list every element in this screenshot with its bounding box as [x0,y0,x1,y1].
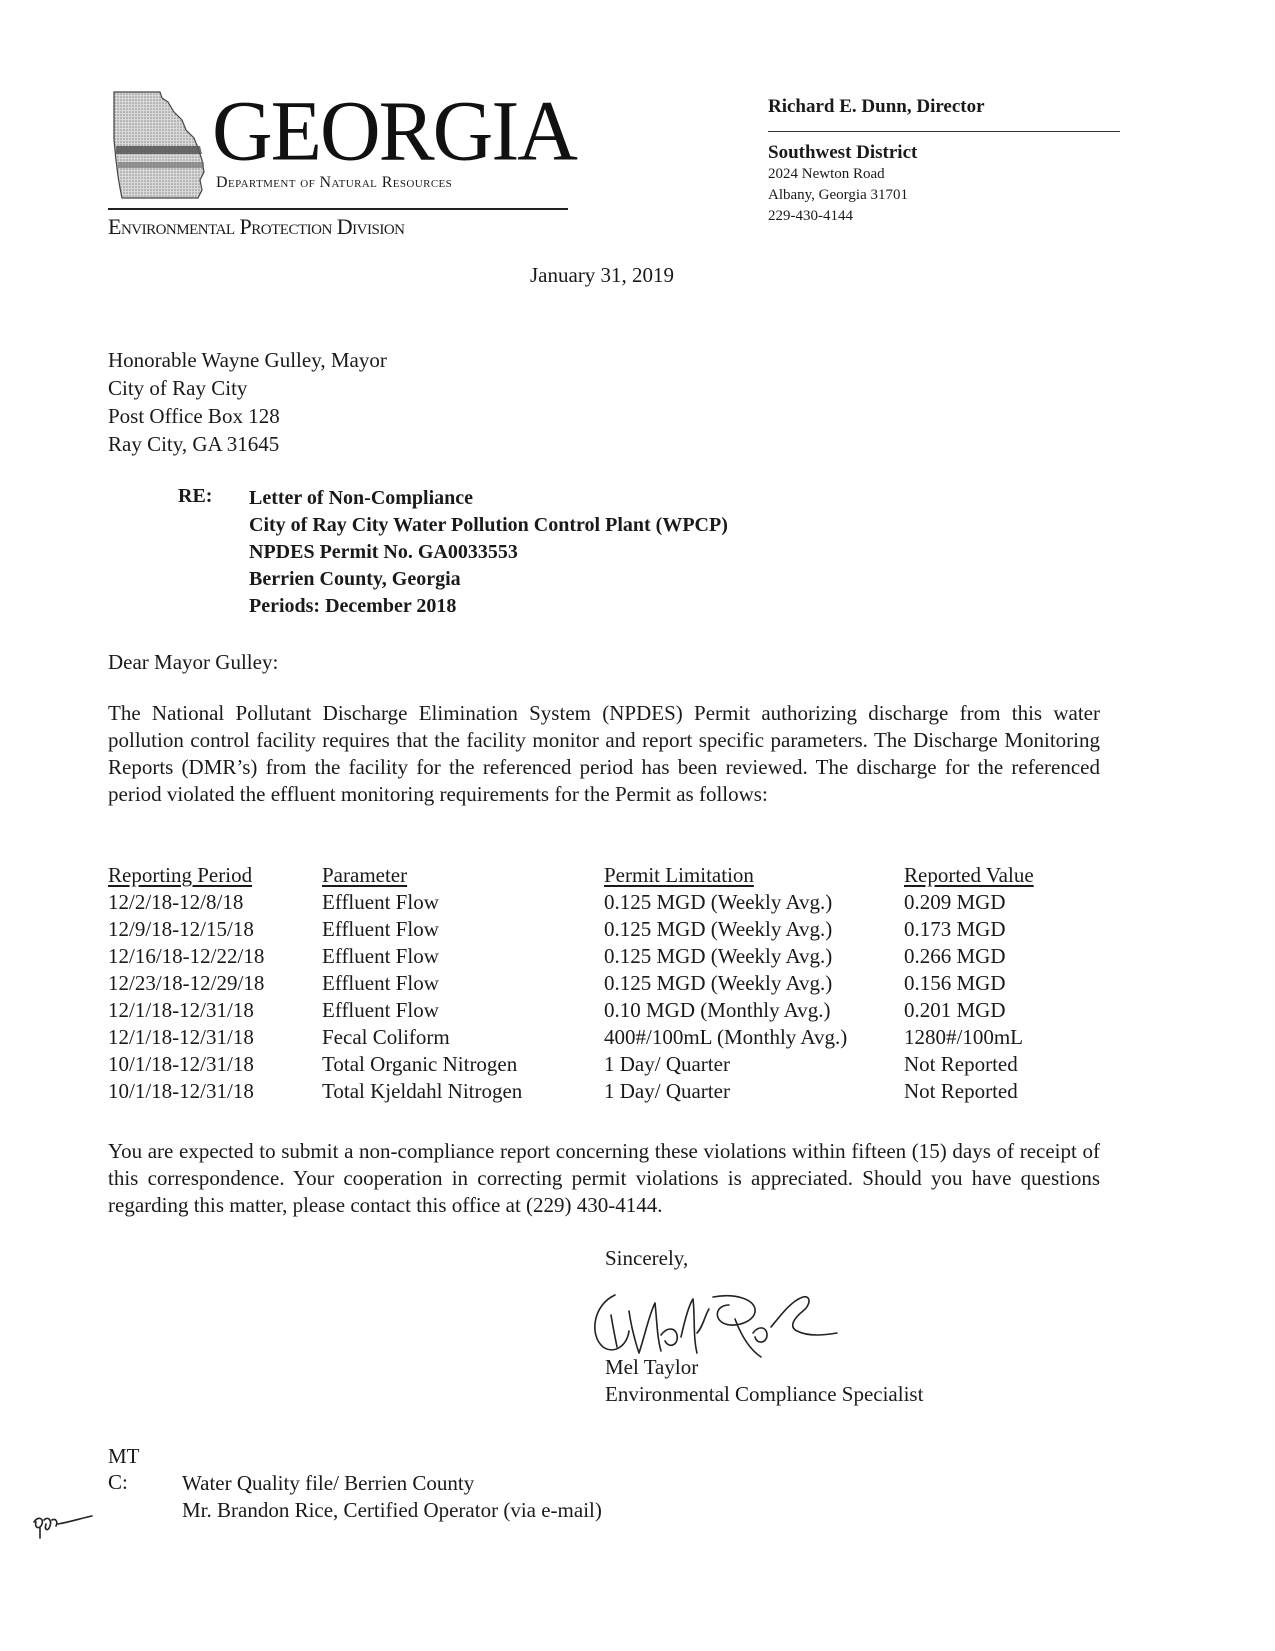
table-row [108,916,1068,943]
director-name: Richard E. Dunn, Director [768,96,985,117]
parameter-cell: Total Kjeldahl Nitrogen [322,1079,523,1103]
reported-value-cell: 1280#/100mL [904,1025,1023,1049]
table-header-row [108,862,1068,889]
permit-limitation-cell: 0.10 MGD (Monthly Avg.) [604,998,831,1022]
signer-name: Mel Taylor [605,1355,699,1379]
parameter-cell: Fecal Coliform [322,1025,450,1049]
recipient-line: City of Ray City [108,376,248,400]
re-line: Letter of Non-Compliance [249,487,474,509]
director-divider [768,131,1120,132]
letterhead-divider [108,208,568,210]
reporting-period-cell: 12/23/18-12/29/18 [108,971,265,995]
table-row [108,889,1068,916]
permit-limitation-cell: 0.125 MGD (Weekly Avg.) [604,971,833,995]
recipient-address [108,346,387,458]
table-header-cell: Permit Limitation [604,863,754,887]
re-line: Berrien County, Georgia [249,568,461,590]
cc-label: C: [108,1470,128,1494]
georgia-map-icon [108,90,210,202]
table-row [108,997,1068,1024]
reported-value-cell: 0.266 MGD [904,944,1006,968]
cc-list [182,1470,602,1524]
reported-value-cell: Not Reported [904,1052,1018,1076]
re-subject [249,485,728,620]
table-row [108,1078,1068,1105]
re-line: NPDES Permit No. GA0033553 [249,541,518,563]
table-header-cell: Reporting Period [108,863,253,887]
table-header-cell: Reported Value [904,863,1034,887]
parameter-cell: Total Organic Nitrogen [322,1052,518,1076]
permit-limitation-cell: 1 Day/ Quarter [604,1052,730,1076]
cc-item: Mr. Brandon Rice, Certified Operator (via e-mail) [182,1498,602,1522]
department-name: Department of Natural Resources [216,174,453,191]
letter-date: January 31, 2019 [530,263,675,287]
reported-value-cell: 0.156 MGD [904,971,1006,995]
reported-value-cell: Not Reported [904,1079,1018,1103]
district-street: 2024 Newton Road [768,166,885,182]
parameter-cell: Effluent Flow [322,890,439,914]
reported-value-cell: 0.209 MGD [904,890,1006,914]
signer-block [605,1354,923,1408]
recipient-line: Ray City, GA 31645 [108,432,280,456]
permit-limitation-cell: 0.125 MGD (Weekly Avg.) [604,890,833,914]
district-phone: 229-430-4144 [768,208,853,224]
signer-title: Environmental Compliance Specialist [605,1382,924,1406]
reporting-period-cell: 10/1/18-12/31/18 [108,1079,254,1103]
agency-logo [108,84,578,250]
handwritten-margin-mark [30,1508,94,1542]
agency-wordmark: GEORGIA [212,84,576,179]
parameter-cell: Effluent Flow [322,917,439,941]
re-label: RE: [178,485,213,507]
district-city: Albany, Georgia 31701 [768,187,908,203]
parameter-cell: Effluent Flow [322,998,439,1022]
recipient-line: Honorable Wayne Gulley, Mayor [108,348,387,372]
typist-initials: MT [108,1444,140,1468]
permit-limitation-cell: 0.125 MGD (Weekly Avg.) [604,917,833,941]
cc-item: Water Quality file/ Berrien County [182,1471,475,1495]
table-row [108,943,1068,970]
body-paragraph: The National Pollutant Discharge Elimination System (NPDES) Permit authorizing discharge from this water pollution control facility requires that the facility monitor and report specific parameters. The Discharge Monitoring Reports (DMR’s) from the facility for the referenced period has been reviewed. The discharge for the referenced period violated the effluent monitoring requirements for the Permit as follows: [108,701,1100,806]
permit-limitation-cell: 400#/100mL (Monthly Avg.) [604,1025,848,1049]
permit-limitation-cell: 1 Day/ Quarter [604,1079,730,1103]
table-header-cell: Parameter [322,863,408,887]
reported-value-cell: 0.201 MGD [904,998,1006,1022]
recipient-line: Post Office Box 128 [108,404,280,428]
reporting-period-cell: 12/1/18-12/31/18 [108,1025,254,1049]
re-line: Periods: December 2018 [249,595,457,617]
permit-limitation-cell: 0.125 MGD (Weekly Avg.) [604,944,833,968]
division-name: Environmental Protection Division [108,214,405,239]
reporting-period-cell: 12/1/18-12/31/18 [108,998,254,1022]
reported-value-cell: 0.173 MGD [904,917,1006,941]
parameter-cell: Effluent Flow [322,944,439,968]
salutation: Dear Mayor Gulley: [108,650,279,674]
parameter-cell: Effluent Flow [322,971,439,995]
violations-table [108,862,1068,1105]
closing: Sincerely, [605,1246,689,1270]
table-row [108,1051,1068,1078]
reporting-period-cell: 10/1/18-12/31/18 [108,1052,254,1076]
district-name: Southwest District [768,142,918,163]
table-row [108,1024,1068,1051]
table-row [108,970,1068,997]
reporting-period-cell: 12/2/18-12/8/18 [108,890,244,914]
reporting-period-cell: 12/16/18-12/22/18 [108,944,265,968]
reporting-period-cell: 12/9/18-12/15/18 [108,917,254,941]
body-paragraph: You are expected to submit a non-compliance report concerning these violations within fifteen (15) days of receipt of this correspondence. Your cooperation in correcting permit violations is appreciated. Should you have questions regarding this matter, please contact this office at (229) 430-4144. [108,1139,1100,1217]
district-address [768,142,917,227]
re-line: City of Ray City Water Pollution Control Plant (WPCP) [249,514,728,536]
